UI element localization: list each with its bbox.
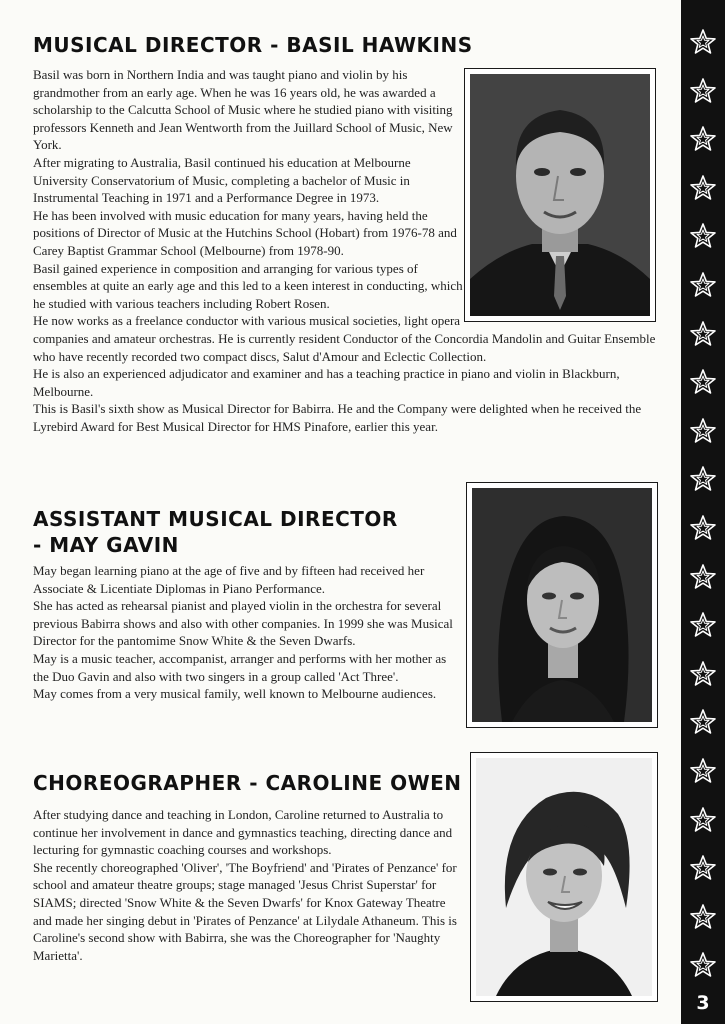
star-outline-icon bbox=[689, 222, 717, 250]
paragraph: He is also an experienced adjudicator and examiner and has a teaching practice in piano and violin in Blackburn, Melbourne. bbox=[33, 366, 620, 399]
star-outline-icon bbox=[689, 660, 717, 688]
paragraph: He now works as a freelance conductor with various musical societies, light opera companies and amateur orchestras. He is currently resident Conductor of the Concordia Mandolin and Guitar Ensemble who have recently recorded two compact discs, Salut d'Amour and Eclectic Collection. bbox=[33, 313, 656, 364]
paragraph: May began learning piano at the age of five and by fifteen had received her Associate & Licentiate Diplomas in Piano Performance. bbox=[33, 563, 425, 596]
portrait-photo-basil-hawkins bbox=[464, 68, 656, 322]
star-outline-icon bbox=[689, 563, 717, 591]
portrait-man-image bbox=[470, 74, 650, 316]
star-outline-icon bbox=[689, 28, 717, 56]
paragraph: After migrating to Australia, Basil continued his education at Melbourne University Conservatorium of Music, completing a bachelor of Music in Instrumental Teaching in 1971 and a Performance Degree in 1973. bbox=[33, 154, 411, 206]
star-outline-icon bbox=[689, 417, 717, 445]
paragraph: May is a music teacher, accompanist, arranger and performs with her mother as the Duo Gavin and also with two singers in a group called 'Act Three'. bbox=[33, 650, 447, 684]
star-outline-icon bbox=[689, 77, 717, 105]
star-outline-icon bbox=[689, 320, 717, 348]
paragraph: This is Basil's sixth show as Musical Director for Babirra. He and the Company were delighted when he received the Lyrebird Award for Best Musical Director for HMS Pinafore, earlier this year. bbox=[33, 401, 642, 434]
star-outline-icon bbox=[689, 903, 717, 931]
star-outline-icon bbox=[689, 125, 717, 153]
star-outline-icon bbox=[689, 368, 717, 396]
heading-line: ASSISTANT MUSICAL DIRECTOR bbox=[33, 507, 398, 531]
paragraph: May comes from a very musical family, well known to Melbourne audiences. bbox=[33, 686, 437, 702]
decorative-star-sidebar bbox=[681, 0, 725, 1024]
paragraph: She recently choreographed 'Oliver', 'The Boyfriend' and 'Pirates of Penzance' for school and amateur theatre groups; stage managed 'Jesus Christ Superstar' for SIAMS; directed 'Snow White & the Seven Dwarfs' for Knox Gateway Theatre and made her singing debut in 'Pirates of Penzance' at Lilydale Athaneum. This is Caroline's second show with Babirra, she was the Choreographer for 'Naughty Marietta'. bbox=[33, 859, 457, 963]
star-outline-icon bbox=[689, 514, 717, 542]
portrait-woman-image bbox=[472, 488, 652, 722]
heading-line: - MAY GAVIN bbox=[33, 533, 179, 557]
section-heading-musical-director: MUSICAL DIRECTOR - BASIL HAWKINS bbox=[33, 33, 473, 57]
star-outline-icon bbox=[689, 951, 717, 979]
star-outline-icon bbox=[689, 854, 717, 882]
section-heading-choreographer: CHOREOGRAPHER - CAROLINE OWEN bbox=[33, 771, 462, 795]
paragraph: Basil gained experience in composition and arranging for various types of ensembles at quite an early age and this led to a keen interest in conducting, which he studied with various teachers including Robert Rosen. bbox=[33, 260, 463, 311]
star-outline-icon bbox=[689, 757, 717, 785]
portrait-photo-caroline-owen bbox=[470, 752, 658, 1002]
portrait-photo-may-gavin bbox=[466, 482, 658, 728]
paragraph: He has been involved with music education for many years, having held the positions of Director of Music at the Hutchins School (Hobart) from 1976-78 and Carey Baptist Grammar School (Melbourne) from 1978-90. bbox=[33, 207, 457, 258]
paragraph: After studying dance and teaching in London, Caroline returned to Australia to continue her involvement in dance and gymnastics teaching, directing dance and lecturing for gymnastic coaching courses and workshops. bbox=[33, 807, 453, 858]
star-outline-icon bbox=[689, 174, 717, 202]
portrait-woman-image bbox=[476, 758, 652, 996]
bio-assistant-musical-director bbox=[33, 562, 458, 703]
star-outline-icon bbox=[689, 708, 717, 736]
star-outline-icon bbox=[689, 271, 717, 299]
page-number: 3 bbox=[696, 992, 710, 1014]
star-outline-icon bbox=[689, 611, 717, 639]
paragraph: Basil was born in Northern India and was taught piano and violin by his grandmother from an early age. When he was 16 years old, he was awarded a scholarship to the Calcutta School of Music where he studied piano with visiting professors Kenneth and Jean Wentworth from the Juillard School of Music, New York. bbox=[33, 67, 453, 153]
star-outline-icon bbox=[689, 806, 717, 834]
paragraph: She has acted as rehearsal pianist and played violin in the orchestra for several previous Babirra shows and also with other companies. In 1999 she was Musical Director for the pantomime Snow White & the Seven Dwarfs. bbox=[33, 598, 453, 649]
section-heading-assistant-musical-director bbox=[33, 506, 398, 558]
bio-choreographer bbox=[33, 806, 461, 964]
star-outline-icon bbox=[689, 465, 717, 493]
